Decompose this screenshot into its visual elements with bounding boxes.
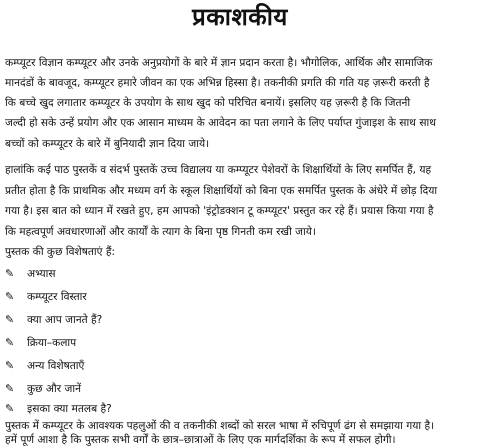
closing-line: पुस्तक में कम्प्यूटर के आवश्यक पहलुओं की व तकनीकी शब्दों को सरल भाषा में रुचिपूर्ण ढंग से समझाया गया है। — [5, 420, 435, 432]
feature-label: इसका क्या मतलब है? — [27, 403, 112, 415]
feature-label: क्या आप जानते हैं? — [27, 314, 103, 326]
paragraph-2-line: प्रतीत होता है कि प्राथमिक और मध्यम वर्ग के स्कूल शिक्षार्थियों को बिना एक समर्पित पुस्तक के अंधेरे में छोड़ दिया — [5, 185, 438, 197]
paragraph-1-line: जल्दी हो सके उन्हें प्रयोग और एक आसान माध्यम के आवेदन का पता लगाने के लिए पर्याप्त गुंजाइश के साथ साथ — [5, 117, 436, 129]
feature-label: क्रिया–कलाप — [27, 337, 77, 349]
pencil-bullet-icon: ✎ — [5, 402, 15, 415]
feature-item — [5, 336, 475, 350]
pencil-bullet-icon: ✎ — [5, 267, 15, 280]
paragraph-1-line: कि बच्चे खुद लगातार कम्प्यूटर के उपयोग के साथ खुद को परिचित बनायें। इसलिए यह ज़रूरी है कि जितनी — [5, 97, 411, 109]
paragraph-2-line: कि महत्वपूर्ण अवधारणाओं और कार्यों के त्याग के बिना पृष्ठ गिनती कम रखी जाये। — [5, 226, 316, 238]
pencil-bullet-icon: ✎ — [5, 290, 15, 303]
feature-item — [5, 290, 475, 304]
feature-item — [5, 267, 475, 281]
feature-item — [5, 313, 475, 327]
pencil-bullet-icon: ✎ — [5, 313, 15, 326]
paragraph-1-line: मानदंडों के बावजूद, कम्प्यूटर हमारे जीवन का एक अभिन्न हिस्सा है। तकनीकी प्रगति की गति यह ज़रूरी करती है — [5, 77, 430, 89]
paragraph-2-line: गया है। इस बात को ध्यान में रखते हुए, हम आपको 'इंट्रोडक्शन टू कम्प्यूटर' प्रस्तुत कर रहे हैं। प्रयास किया गया है — [5, 205, 434, 217]
paragraph-2-line: हालांकि कई पाठ पुस्तकें व संदर्भ पुस्तकें उच्च विद्यालय या कम्प्यूटर पेशेवरों के शिक्षार्थियों के लिए समर्पित हैं, यह — [5, 164, 432, 176]
pencil-bullet-icon: ✎ — [5, 336, 15, 349]
feature-item — [5, 382, 475, 396]
feature-label: अभ्यास — [27, 268, 56, 280]
feature-item — [5, 359, 475, 373]
feature-item — [5, 402, 475, 416]
pencil-bullet-icon: ✎ — [5, 382, 15, 395]
feature-label: कम्प्यूटर विस्तार — [27, 291, 87, 303]
features-heading: पुस्तक की कुछ विशेषताएं हैं: — [5, 246, 116, 258]
page-title: प्रकाशकीय — [192, 3, 288, 31]
paragraph-1-line: बच्चों को कम्प्यूटर के बारे में बुनियादी ज्ञान दिया जाये। — [5, 138, 210, 150]
feature-label: कुछ और जानें — [27, 383, 81, 395]
feature-label: अन्य विशेषताएँ — [27, 360, 85, 372]
paragraph-1-line: कम्प्यूटर विज्ञान कम्प्यूटर और उनके अनुप्रयोगों के बारे में ज्ञान प्रदान करता है। भौगोलिक, आर्थिक और सामाजिक — [5, 57, 433, 69]
closing-line: हमें पूर्ण आशा है कि पुस्तक सभी वर्गों के छात्र–छात्राओं के लिए एक मार्गदर्शिका के रूप में सफल होगी। — [5, 434, 396, 446]
pencil-bullet-icon: ✎ — [5, 359, 15, 372]
